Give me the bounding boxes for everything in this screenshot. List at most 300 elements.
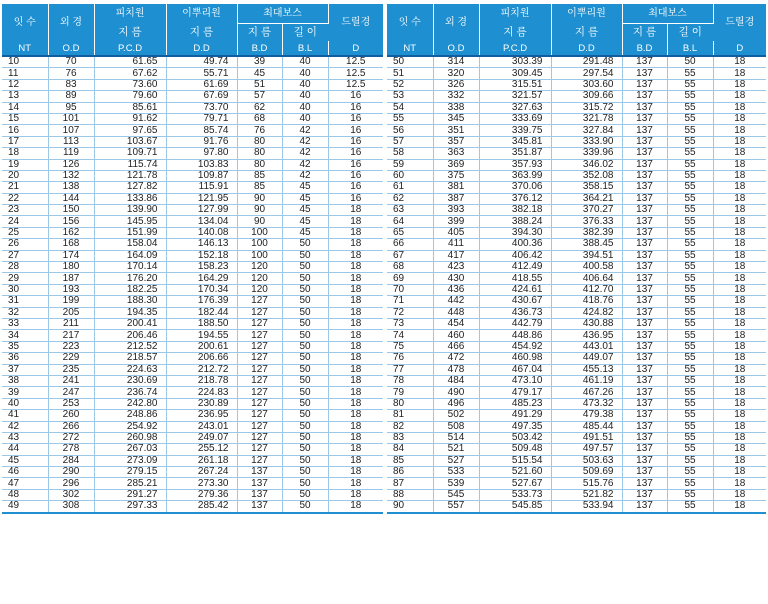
cell-od: 260 bbox=[48, 410, 94, 421]
cell-bd: 120 bbox=[237, 273, 282, 284]
table-row bbox=[387, 478, 766, 489]
cell-od: 405 bbox=[433, 227, 479, 238]
cell-dd: 346.02 bbox=[551, 159, 622, 170]
cell-dd: 533.94 bbox=[551, 501, 622, 513]
cell-od: 521 bbox=[433, 444, 479, 455]
col-teeth-en: NT bbox=[387, 41, 433, 56]
table-row bbox=[387, 239, 766, 250]
cell-drill: 18 bbox=[328, 421, 383, 432]
cell-pcd: 85.61 bbox=[94, 102, 166, 113]
cell-dd: 321.78 bbox=[551, 113, 622, 124]
col-od-kr: 외 경 bbox=[433, 4, 479, 41]
cell-dd: 418.76 bbox=[551, 296, 622, 307]
cell-nt: 88 bbox=[387, 489, 433, 500]
table-row bbox=[387, 136, 766, 147]
cell-bl: 42 bbox=[282, 125, 328, 136]
cell-drill: 18 bbox=[328, 444, 383, 455]
cell-drill: 18 bbox=[713, 273, 766, 284]
cell-dd: 358.15 bbox=[551, 182, 622, 193]
cell-od: 430 bbox=[433, 273, 479, 284]
cell-drill: 18 bbox=[713, 227, 766, 238]
cell-dd: 473.32 bbox=[551, 398, 622, 409]
cell-drill: 18 bbox=[713, 239, 766, 250]
cell-dd: 212.72 bbox=[166, 364, 237, 375]
cell-bd: 127 bbox=[237, 444, 282, 455]
cell-nt: 74 bbox=[387, 330, 433, 341]
cell-bd: 137 bbox=[622, 79, 667, 90]
cell-pcd: 158.04 bbox=[94, 239, 166, 250]
col-bl-kr: 길 이 bbox=[667, 24, 713, 42]
cell-dd: 127.99 bbox=[166, 205, 237, 216]
cell-od: 119 bbox=[48, 148, 94, 159]
cell-drill: 18 bbox=[713, 387, 766, 398]
cell-od: 369 bbox=[433, 159, 479, 170]
cell-drill: 16 bbox=[328, 193, 383, 204]
cell-bl: 55 bbox=[667, 387, 713, 398]
table-row bbox=[387, 410, 766, 421]
cell-drill: 18 bbox=[328, 489, 383, 500]
cell-nt: 84 bbox=[387, 444, 433, 455]
table-row bbox=[387, 330, 766, 341]
cell-bl: 50 bbox=[282, 273, 328, 284]
cell-od: 95 bbox=[48, 102, 94, 113]
cell-dd: 412.70 bbox=[551, 284, 622, 295]
cell-bd: 127 bbox=[237, 410, 282, 421]
table-row bbox=[387, 284, 766, 295]
table-row bbox=[387, 318, 766, 329]
table-row bbox=[2, 478, 383, 489]
cell-bd: 90 bbox=[237, 205, 282, 216]
cell-od: 332 bbox=[433, 91, 479, 102]
cell-nt: 14 bbox=[2, 102, 48, 113]
cell-drill: 18 bbox=[713, 182, 766, 193]
cell-nt: 22 bbox=[2, 193, 48, 204]
cell-bl: 40 bbox=[282, 113, 328, 124]
cell-bd: 137 bbox=[622, 273, 667, 284]
col-bd-en: B.D bbox=[237, 41, 282, 56]
cell-bl: 45 bbox=[282, 216, 328, 227]
cell-bd: 127 bbox=[237, 455, 282, 466]
cell-od: 314 bbox=[433, 56, 479, 68]
cell-dd: 152.18 bbox=[166, 250, 237, 261]
cell-od: 539 bbox=[433, 478, 479, 489]
table-row bbox=[2, 444, 383, 455]
table-row bbox=[387, 102, 766, 113]
cell-drill: 18 bbox=[713, 341, 766, 352]
cell-bd: 137 bbox=[622, 387, 667, 398]
cell-dd: 285.42 bbox=[166, 501, 237, 513]
cell-bd: 68 bbox=[237, 113, 282, 124]
cell-nt: 41 bbox=[2, 410, 48, 421]
cell-pcd: 273.09 bbox=[94, 455, 166, 466]
cell-dd: 449.07 bbox=[551, 353, 622, 364]
cell-drill: 18 bbox=[328, 375, 383, 386]
cell-bl: 55 bbox=[667, 136, 713, 147]
cell-nt: 76 bbox=[387, 353, 433, 364]
cell-nt: 85 bbox=[387, 455, 433, 466]
cell-bd: 80 bbox=[237, 148, 282, 159]
cell-dd: 455.13 bbox=[551, 364, 622, 375]
cell-pcd: 103.67 bbox=[94, 136, 166, 147]
cell-bl: 55 bbox=[667, 68, 713, 79]
table-row bbox=[387, 307, 766, 318]
cell-od: 527 bbox=[433, 455, 479, 466]
cell-bd: 137 bbox=[622, 182, 667, 193]
cell-bd: 137 bbox=[622, 216, 667, 227]
cell-od: 211 bbox=[48, 318, 94, 329]
cell-pcd: 188.30 bbox=[94, 296, 166, 307]
cell-nt: 83 bbox=[387, 432, 433, 443]
cell-od: 162 bbox=[48, 227, 94, 238]
cell-pcd: 351.87 bbox=[479, 148, 551, 159]
cell-pcd: 430.67 bbox=[479, 296, 551, 307]
col-pcd-kr2: 지 름 bbox=[94, 24, 166, 42]
col-bl-en: B.L bbox=[667, 41, 713, 56]
cell-od: 205 bbox=[48, 307, 94, 318]
table-row bbox=[387, 182, 766, 193]
cell-pcd: 79.60 bbox=[94, 91, 166, 102]
cell-od: 302 bbox=[48, 489, 94, 500]
cell-drill: 18 bbox=[328, 432, 383, 443]
col-teeth-en: NT bbox=[2, 41, 48, 56]
cell-pcd: 267.03 bbox=[94, 444, 166, 455]
cell-bd: 137 bbox=[622, 307, 667, 318]
cell-bd: 127 bbox=[237, 307, 282, 318]
cell-od: 83 bbox=[48, 79, 94, 90]
cell-dd: 303.60 bbox=[551, 79, 622, 90]
table-row bbox=[387, 387, 766, 398]
cell-od: 417 bbox=[433, 250, 479, 261]
cell-od: 223 bbox=[48, 341, 94, 352]
table-row bbox=[387, 341, 766, 352]
cell-nt: 32 bbox=[2, 307, 48, 318]
cell-bd: 127 bbox=[237, 330, 282, 341]
cell-bd: 120 bbox=[237, 284, 282, 295]
table-row bbox=[387, 56, 766, 68]
table-row bbox=[2, 410, 383, 421]
cell-bd: 100 bbox=[237, 239, 282, 250]
cell-bl: 55 bbox=[667, 375, 713, 386]
cell-dd: 267.24 bbox=[166, 467, 237, 478]
cell-drill: 18 bbox=[713, 148, 766, 159]
cell-drill: 18 bbox=[713, 79, 766, 90]
cell-dd: 85.74 bbox=[166, 125, 237, 136]
cell-dd: 73.70 bbox=[166, 102, 237, 113]
cell-drill: 18 bbox=[328, 478, 383, 489]
cell-pcd: 200.41 bbox=[94, 318, 166, 329]
cell-od: 320 bbox=[433, 68, 479, 79]
cell-drill: 12.5 bbox=[328, 79, 383, 90]
cell-dd: 79.71 bbox=[166, 113, 237, 124]
col-drill-en: D bbox=[713, 41, 766, 56]
cell-bd: 137 bbox=[622, 239, 667, 250]
cell-nt: 64 bbox=[387, 216, 433, 227]
col-drill-kr: 드릴경 bbox=[328, 4, 383, 41]
cell-nt: 39 bbox=[2, 387, 48, 398]
cell-bd: 137 bbox=[622, 330, 667, 341]
cell-od: 357 bbox=[433, 136, 479, 147]
col-drill-kr: 드릴경 bbox=[713, 4, 766, 41]
table-row bbox=[2, 353, 383, 364]
cell-dd: 146.13 bbox=[166, 239, 237, 250]
col-pcd-kr: 피치원 bbox=[94, 4, 166, 24]
table-row bbox=[387, 68, 766, 79]
cell-bl: 50 bbox=[282, 387, 328, 398]
cell-od: 557 bbox=[433, 501, 479, 513]
cell-od: 272 bbox=[48, 432, 94, 443]
cell-drill: 18 bbox=[328, 467, 383, 478]
cell-dd: 461.19 bbox=[551, 375, 622, 386]
cell-pcd: 121.78 bbox=[94, 170, 166, 181]
cell-od: 150 bbox=[48, 205, 94, 216]
cell-bd: 76 bbox=[237, 125, 282, 136]
cell-pcd: 242.80 bbox=[94, 398, 166, 409]
cell-pcd: 400.36 bbox=[479, 239, 551, 250]
table-row bbox=[387, 364, 766, 375]
cell-bd: 137 bbox=[622, 467, 667, 478]
cell-dd: 91.76 bbox=[166, 136, 237, 147]
cell-od: 514 bbox=[433, 432, 479, 443]
cell-bl: 55 bbox=[667, 410, 713, 421]
cell-bd: 137 bbox=[622, 56, 667, 68]
cell-pcd: 297.33 bbox=[94, 501, 166, 513]
table-row bbox=[387, 398, 766, 409]
cell-od: 533 bbox=[433, 467, 479, 478]
cell-dd: 376.33 bbox=[551, 216, 622, 227]
table-row bbox=[2, 273, 383, 284]
cell-nt: 49 bbox=[2, 501, 48, 513]
cell-bl: 45 bbox=[282, 193, 328, 204]
cell-pcd: 206.46 bbox=[94, 330, 166, 341]
cell-bl: 50 bbox=[667, 56, 713, 68]
cell-nt: 59 bbox=[387, 159, 433, 170]
table-row bbox=[387, 444, 766, 455]
cell-drill: 18 bbox=[328, 307, 383, 318]
cell-bd: 127 bbox=[237, 432, 282, 443]
cell-bl: 50 bbox=[282, 444, 328, 455]
cell-od: 241 bbox=[48, 375, 94, 386]
cell-dd: 364.21 bbox=[551, 193, 622, 204]
cell-bd: 137 bbox=[622, 444, 667, 455]
cell-pcd: 236.74 bbox=[94, 387, 166, 398]
table-row bbox=[2, 432, 383, 443]
cell-dd: 479.38 bbox=[551, 410, 622, 421]
cell-dd: 140.08 bbox=[166, 227, 237, 238]
table-row bbox=[2, 330, 383, 341]
cell-dd: 224.83 bbox=[166, 387, 237, 398]
table-row bbox=[2, 56, 383, 68]
cell-od: 399 bbox=[433, 216, 479, 227]
cell-bd: 137 bbox=[622, 102, 667, 113]
table-row bbox=[2, 182, 383, 193]
cell-od: 76 bbox=[48, 68, 94, 79]
table-row bbox=[387, 205, 766, 216]
cell-nt: 29 bbox=[2, 273, 48, 284]
table-row bbox=[387, 159, 766, 170]
cell-drill: 18 bbox=[328, 318, 383, 329]
cell-pcd: 248.86 bbox=[94, 410, 166, 421]
cell-nt: 45 bbox=[2, 455, 48, 466]
cell-bl: 50 bbox=[282, 410, 328, 421]
cell-pcd: 448.86 bbox=[479, 330, 551, 341]
cell-nt: 44 bbox=[2, 444, 48, 455]
cell-bl: 55 bbox=[667, 273, 713, 284]
cell-drill: 18 bbox=[713, 501, 766, 513]
cell-bd: 137 bbox=[622, 148, 667, 159]
cell-od: 411 bbox=[433, 239, 479, 250]
cell-bl: 50 bbox=[282, 284, 328, 295]
cell-pcd: 527.67 bbox=[479, 478, 551, 489]
cell-pcd: 97.65 bbox=[94, 125, 166, 136]
cell-pcd: 442.79 bbox=[479, 318, 551, 329]
cell-dd: 327.84 bbox=[551, 125, 622, 136]
cell-dd: 370.27 bbox=[551, 205, 622, 216]
table-row bbox=[387, 467, 766, 478]
cell-pcd: 370.06 bbox=[479, 182, 551, 193]
cell-nt: 17 bbox=[2, 136, 48, 147]
cell-nt: 38 bbox=[2, 375, 48, 386]
table-row bbox=[387, 455, 766, 466]
cell-dd: 333.90 bbox=[551, 136, 622, 147]
cell-pcd: 436.73 bbox=[479, 307, 551, 318]
cell-nt: 55 bbox=[387, 113, 433, 124]
cell-pcd: 285.21 bbox=[94, 478, 166, 489]
cell-drill: 18 bbox=[328, 353, 383, 364]
cell-pcd: 376.12 bbox=[479, 193, 551, 204]
cell-nt: 31 bbox=[2, 296, 48, 307]
cell-od: 345 bbox=[433, 113, 479, 124]
table-row bbox=[2, 467, 383, 478]
cell-pcd: 176.20 bbox=[94, 273, 166, 284]
cell-bd: 85 bbox=[237, 182, 282, 193]
cell-pcd: 485.23 bbox=[479, 398, 551, 409]
cell-nt: 82 bbox=[387, 421, 433, 432]
col-dd-kr: 이뿌리원 bbox=[551, 4, 622, 24]
table-row bbox=[2, 170, 383, 181]
cell-dd: 279.36 bbox=[166, 489, 237, 500]
cell-pcd: 170.14 bbox=[94, 262, 166, 273]
cell-pcd: 357.93 bbox=[479, 159, 551, 170]
cell-drill: 18 bbox=[713, 159, 766, 170]
cell-drill: 16 bbox=[328, 148, 383, 159]
cell-bl: 55 bbox=[667, 318, 713, 329]
cell-od: 70 bbox=[48, 56, 94, 68]
cell-pcd: 503.42 bbox=[479, 432, 551, 443]
cell-od: 484 bbox=[433, 375, 479, 386]
cell-drill: 18 bbox=[713, 455, 766, 466]
cell-pcd: 497.35 bbox=[479, 421, 551, 432]
table-row bbox=[2, 398, 383, 409]
cell-od: 174 bbox=[48, 250, 94, 261]
col-od-en: O.D bbox=[433, 41, 479, 56]
table-row bbox=[2, 102, 383, 113]
cell-bd: 127 bbox=[237, 364, 282, 375]
cell-bl: 55 bbox=[667, 239, 713, 250]
cell-bd: 137 bbox=[622, 113, 667, 124]
cell-drill: 18 bbox=[328, 501, 383, 513]
col-teeth-kr: 잇 수 bbox=[2, 4, 48, 41]
cell-bl: 42 bbox=[282, 148, 328, 159]
cell-od: 266 bbox=[48, 421, 94, 432]
cell-bd: 137 bbox=[237, 478, 282, 489]
cell-drill: 18 bbox=[713, 489, 766, 500]
cell-nt: 66 bbox=[387, 239, 433, 250]
cell-pcd: 182.25 bbox=[94, 284, 166, 295]
cell-od: 502 bbox=[433, 410, 479, 421]
cell-pcd: 545.85 bbox=[479, 501, 551, 513]
cell-drill: 18 bbox=[328, 239, 383, 250]
cell-bl: 50 bbox=[282, 398, 328, 409]
cell-bl: 50 bbox=[282, 478, 328, 489]
cell-dd: 424.82 bbox=[551, 307, 622, 318]
cell-drill: 16 bbox=[328, 159, 383, 170]
col-pcd-kr2: 지 름 bbox=[479, 24, 551, 42]
col-boss-group: 최대보스 bbox=[237, 4, 328, 24]
table-row bbox=[2, 341, 383, 352]
cell-dd: 200.61 bbox=[166, 341, 237, 352]
cell-pcd: 460.98 bbox=[479, 353, 551, 364]
cell-pcd: 291.27 bbox=[94, 489, 166, 500]
cell-nt: 86 bbox=[387, 467, 433, 478]
cell-od: 199 bbox=[48, 296, 94, 307]
cell-dd: 164.29 bbox=[166, 273, 237, 284]
cell-od: 545 bbox=[433, 489, 479, 500]
cell-drill: 18 bbox=[713, 68, 766, 79]
cell-pcd: 424.61 bbox=[479, 284, 551, 295]
cell-drill: 18 bbox=[713, 330, 766, 341]
cell-drill: 18 bbox=[713, 364, 766, 375]
cell-bl: 55 bbox=[667, 501, 713, 513]
cell-od: 278 bbox=[48, 444, 94, 455]
cell-bd: 80 bbox=[237, 159, 282, 170]
cell-pcd: 61.65 bbox=[94, 56, 166, 68]
cell-od: 381 bbox=[433, 182, 479, 193]
cell-od: 156 bbox=[48, 216, 94, 227]
cell-dd: 194.55 bbox=[166, 330, 237, 341]
cell-drill: 18 bbox=[713, 467, 766, 478]
cell-dd: 394.51 bbox=[551, 250, 622, 261]
cell-bd: 45 bbox=[237, 68, 282, 79]
gear-spec-table-left bbox=[2, 4, 383, 514]
cell-pcd: 309.45 bbox=[479, 68, 551, 79]
cell-pcd: 109.71 bbox=[94, 148, 166, 159]
cell-od: 253 bbox=[48, 398, 94, 409]
cell-dd: 218.78 bbox=[166, 375, 237, 386]
cell-dd: 109.87 bbox=[166, 170, 237, 181]
cell-pcd: 145.95 bbox=[94, 216, 166, 227]
cell-nt: 87 bbox=[387, 478, 433, 489]
cell-bd: 137 bbox=[622, 375, 667, 386]
table-row bbox=[387, 273, 766, 284]
cell-pcd: 224.63 bbox=[94, 364, 166, 375]
cell-bd: 51 bbox=[237, 79, 282, 90]
table-body-left bbox=[2, 56, 383, 513]
cell-bd: 85 bbox=[237, 170, 282, 181]
cell-bd: 127 bbox=[237, 375, 282, 386]
cell-nt: 51 bbox=[387, 68, 433, 79]
cell-drill: 18 bbox=[713, 398, 766, 409]
cell-bl: 50 bbox=[282, 489, 328, 500]
cell-bd: 137 bbox=[622, 250, 667, 261]
cell-bl: 55 bbox=[667, 398, 713, 409]
col-dd-en: D.D bbox=[551, 41, 622, 56]
cell-pcd: 127.82 bbox=[94, 182, 166, 193]
cell-bl: 55 bbox=[667, 205, 713, 216]
table-row bbox=[387, 79, 766, 90]
cell-bl: 55 bbox=[667, 262, 713, 273]
cell-od: 363 bbox=[433, 148, 479, 159]
cell-drill: 18 bbox=[713, 170, 766, 181]
